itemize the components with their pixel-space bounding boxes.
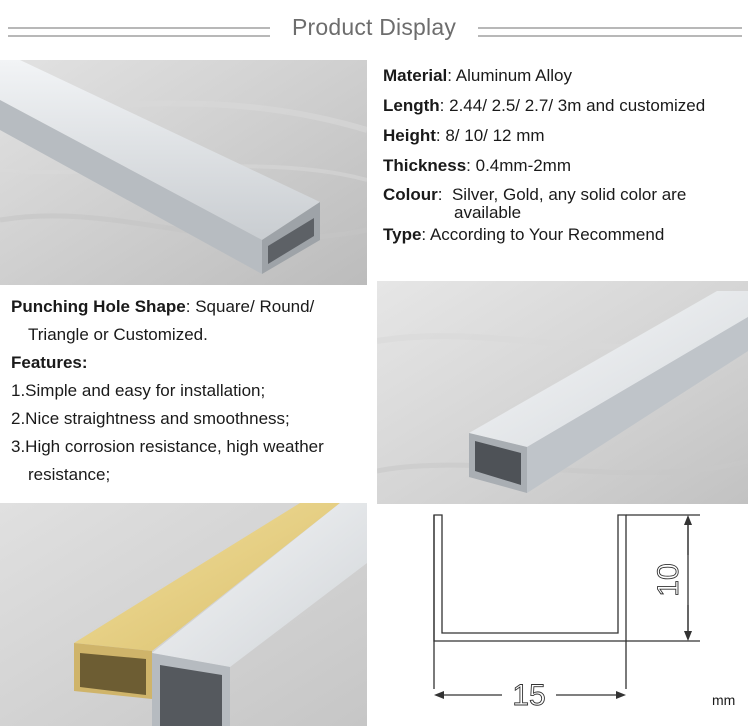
feature-item: 3.High corrosion resistance, high weather xyxy=(11,437,324,456)
page-title: Product Display xyxy=(291,14,457,40)
spec-colour xyxy=(383,186,743,222)
punching-value: : Square/ Round/ xyxy=(185,297,315,316)
spec-value: 2.44/ 2.5/ 2.7/ 3m and customized xyxy=(444,96,706,115)
spec-value-cont: available xyxy=(454,203,522,222)
spec-value: According to Your Recommend xyxy=(426,225,665,244)
spec-label: Height xyxy=(383,126,436,145)
header-rule-right xyxy=(478,27,742,37)
profile-dimension-diagram xyxy=(410,505,710,726)
spec-value: 8/ 10/ 12 mm xyxy=(440,126,545,145)
spec-thickness xyxy=(383,156,571,176)
spec-label: Colour xyxy=(383,185,438,204)
spec-length xyxy=(383,96,705,116)
feature-item: 1.Simple and easy for installation; xyxy=(11,381,266,400)
product-photo-silver-closeup xyxy=(377,281,748,504)
spec-sep: : xyxy=(466,156,471,175)
spec-label: Material xyxy=(383,66,448,85)
spec-label: Length xyxy=(383,96,440,115)
section-header xyxy=(0,0,750,60)
spec-value: Silver, Gold, any solid color are xyxy=(442,185,687,204)
features-heading-text: Features: xyxy=(11,353,88,372)
features-block xyxy=(11,293,371,489)
spec-type xyxy=(383,225,664,245)
feature-item-cont: resistance; xyxy=(28,465,111,484)
punching-hole-cont: Triangle or Customized. xyxy=(28,325,208,344)
product-photo-silver-profile xyxy=(0,60,367,285)
spec-value: 0.4mm-2mm xyxy=(470,156,572,175)
spec-value: Aluminum Alloy xyxy=(451,66,572,85)
spec-label: Type xyxy=(383,225,422,244)
spec-sep: : xyxy=(437,185,443,204)
product-photo-gold-silver-profiles xyxy=(0,503,367,726)
spec-label: Thickness xyxy=(383,156,467,175)
header-rule-left xyxy=(8,27,270,37)
spec-sep: : xyxy=(435,126,441,145)
height-dimension-label: 10 xyxy=(652,563,685,597)
spec-height xyxy=(383,126,545,146)
width-dimension-label: 15 xyxy=(512,679,546,712)
spec-sep: : xyxy=(447,66,452,85)
spec-sep: : xyxy=(439,96,445,115)
spec-sep: : xyxy=(421,225,427,244)
spec-material xyxy=(383,66,572,86)
u-channel-cross-section xyxy=(410,505,710,726)
unit-label: mm xyxy=(712,692,736,708)
feature-item: 2.Nice straightness and smoothness; xyxy=(11,409,290,428)
punching-hole-line xyxy=(11,293,371,321)
features-heading xyxy=(11,349,371,377)
punching-label: Punching Hole Shape xyxy=(11,297,186,316)
